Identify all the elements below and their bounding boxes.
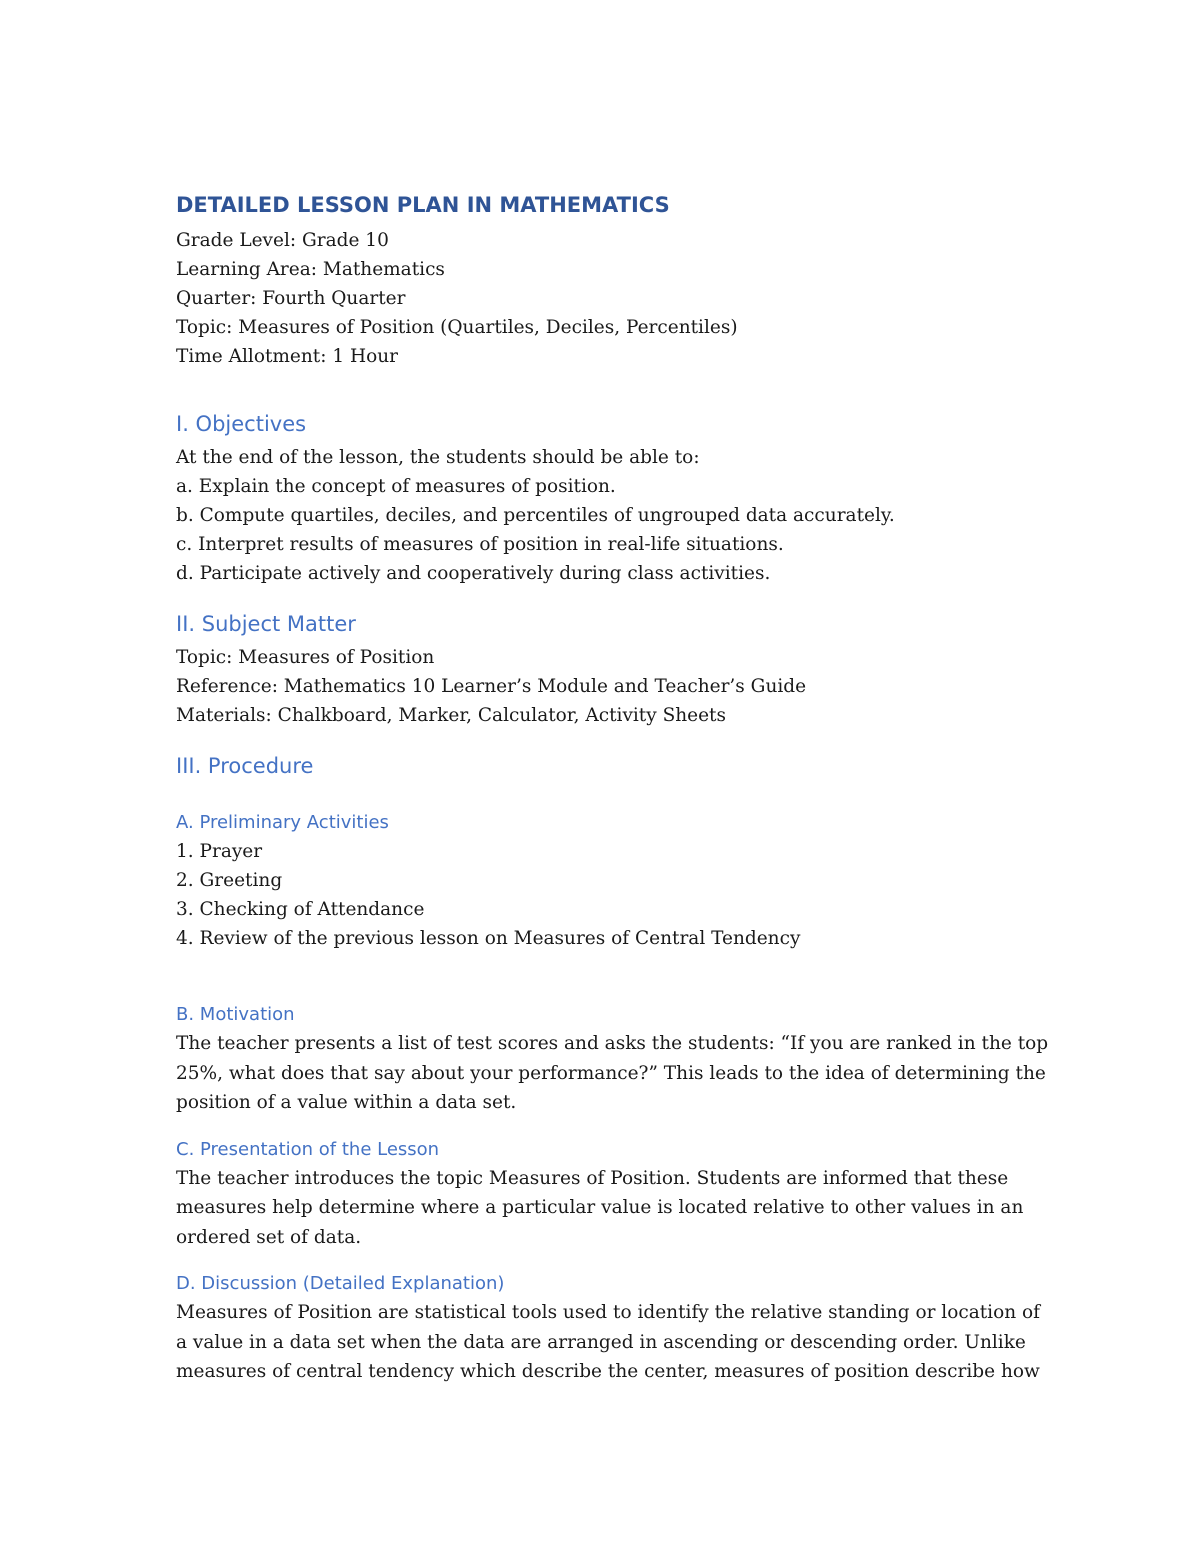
subject-materials: Materials: Chalkboard, Marker, Calculator, Activity Sheets (176, 705, 726, 726)
info-quarter: Quarter: Fourth Quarter (176, 288, 406, 309)
lesson-info (176, 226, 1036, 371)
motivation-text-line: position of a value within a data set. (176, 1092, 517, 1113)
info-learning-area: Learning Area: Mathematics (176, 259, 445, 280)
subject-reference: Reference: Mathematics 10 Learner’s Module and Teacher’s Guide (176, 676, 807, 697)
document-page (176, 190, 1049, 1387)
objectives-heading: I. Objectives (176, 412, 307, 436)
procedure-heading: III. Procedure (176, 754, 314, 778)
preliminary-item: 3. Checking of Attendance (176, 899, 425, 920)
discussion-heading: D. Discussion (Detailed Explanation) (176, 1273, 505, 1294)
document-title: DETAILED LESSON PLAN IN MATHEMATICS (176, 193, 670, 217)
subsection-preliminary (176, 809, 1036, 953)
motivation-text-line: 25%, what does that say about your performance?” This leads to the idea of determining the (176, 1062, 1046, 1084)
presentation-text-line: The teacher introduces the topic Measures of Position. Students are informed that these (176, 1167, 1009, 1189)
preliminary-item: 2. Greeting (176, 870, 283, 891)
info-grade-level: Grade Level: Grade 10 (176, 230, 389, 251)
presentation-text-line: ordered set of data. (176, 1226, 362, 1248)
section-procedure (176, 751, 1049, 1387)
motivation-heading: B. Motivation (176, 1004, 295, 1025)
subject-topic: Topic: Measures of Position (176, 647, 435, 668)
info-time-allotment: Time Allotment: 1 Hour (176, 346, 399, 367)
objective-item: d. Participate actively and cooperatively during class activities. (176, 563, 771, 584)
objective-item: b. Compute quartiles, deciles, and percentiles of ungrouped data accurately. (176, 505, 895, 526)
discussion-text-line: measures of central tendency which describe the center, measures of position describe how (176, 1361, 1040, 1382)
motivation-text-line: The teacher presents a list of test scores and asks the students: “If you are ranked in the top (176, 1033, 1049, 1054)
preliminary-item: 4. Review of the previous lesson on Measures of Central Tendency (176, 928, 801, 949)
preliminary-item: 1. Prayer (176, 841, 263, 862)
presentation-heading: C. Presentation of the Lesson (176, 1138, 440, 1160)
subsection-presentation (176, 1136, 1036, 1253)
objective-item: c. Interpret results of measures of position in real-life situations. (176, 534, 784, 555)
subsection-motivation (176, 1001, 1049, 1118)
objective-item: a. Explain the concept of measures of position. (176, 476, 616, 497)
objectives-intro: At the end of the lesson, the students should be able to: (176, 447, 700, 468)
section-subject-matter (176, 609, 1036, 730)
info-topic: Topic: Measures of Position (Quartiles, Deciles, Percentiles) (176, 317, 738, 338)
presentation-text-line: measures help determine where a particular value is located relative to other values in an (176, 1197, 1024, 1218)
subject-matter-heading: II. Subject Matter (176, 612, 356, 636)
discussion-text-line: Measures of Position are statistical tools used to identify the relative standing or location of (176, 1302, 1041, 1323)
subsection-discussion (176, 1270, 1041, 1387)
section-objectives (176, 409, 1036, 588)
preliminary-heading: A. Preliminary Activities (176, 812, 389, 833)
discussion-text-line: a value in a data set when the data are arranged in ascending or descending order. Unlike (176, 1331, 1026, 1353)
